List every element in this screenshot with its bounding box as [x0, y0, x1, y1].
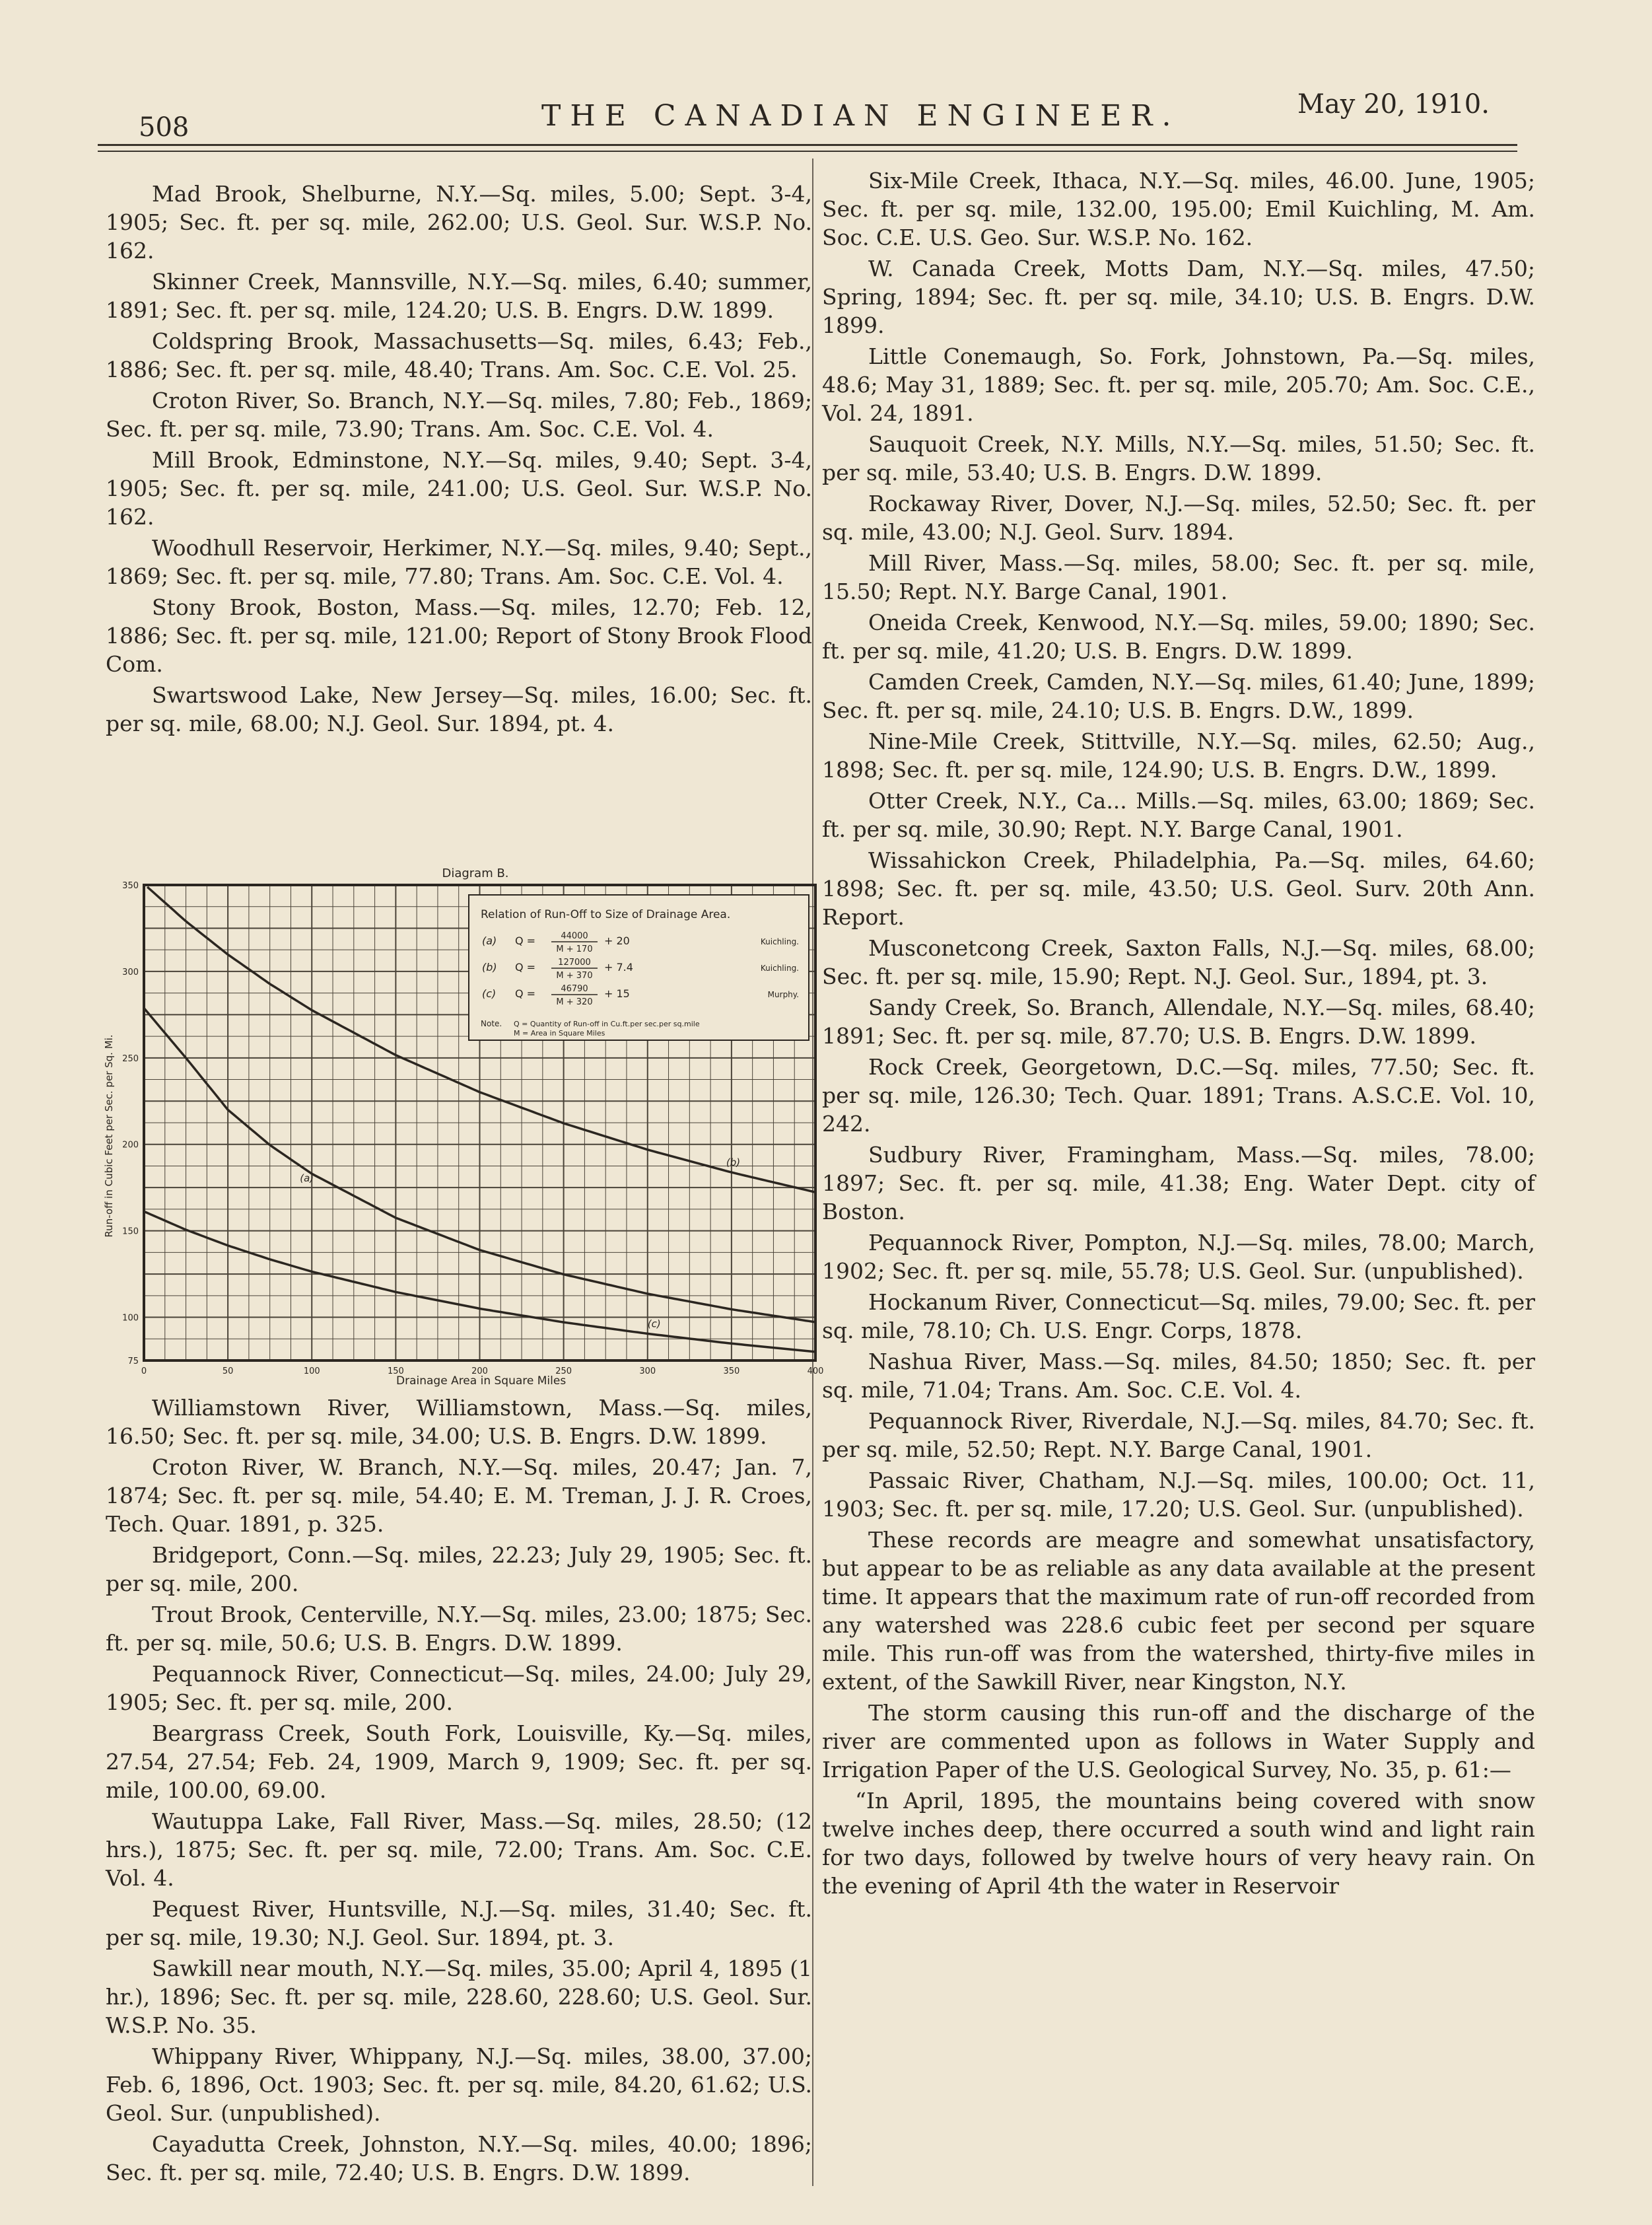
formula-tag: (b) [482, 961, 497, 973]
diagram-b [99, 859, 825, 1388]
journal-title: THE CANADIAN ENGINEER. [541, 99, 1181, 133]
legend-title: Relation of Run-Off to Size of Drainage Area. [481, 908, 731, 921]
formula-constant: + 7.4 [604, 961, 633, 973]
formula-tag: (a) [482, 935, 497, 947]
x-tick-label: 50 [222, 1366, 234, 1376]
record-entry: Skinner Creek, Mannsville, N.Y.—Sq. miles, 6.40; summer, 1891; Sec. ft. per sq. mile, 124.20; U.S. B. Engrs. D.W. 1899. [106, 269, 812, 323]
y-tick-label: 100 [122, 1313, 139, 1324]
usgs-quote: “In April, 1895, the mountains being covered with snow twelve inches deep, there occurred a south wind and light rain for two days, followed by twelve hours of very heavy rain. On the evening of April 4th the water in Reservoir [822, 1788, 1535, 1899]
record-entry: Wautuppa Lake, Fall River, Mass.—Sq. miles, 28.50; (12 hrs.), 1875; Sec. ft. per sq. mile, 72.00; Trans. Am. Soc. C.E. Vol. 4. [106, 1808, 812, 1891]
record-entry: Otter Creek, N.Y., Ca... Mills.—Sq. miles, 63.00; 1869; Sec. ft. per sq. mile, 30.90; Rept. N.Y. Barge Canal, 1901. [822, 788, 1535, 842]
record-entry: Hockanum River, Connecticut—Sq. miles, 79.00; Sec. ft. per sq. mile, 78.10; Ch. U.S. Engr. Corps, 1878. [822, 1289, 1535, 1343]
record-entry: Pequest River, Huntsville, N.J.—Sq. miles, 31.40; Sec. ft. per sq. mile, 19.30; N.J. Geol. Sur. 1894, pt. 3. [106, 1896, 812, 1950]
left-column-bottom [106, 1394, 812, 2189]
record-entry: Mill Brook, Edminstone, N.Y.—Sq. miles, 9.40; Sept. 3-4, 1905; Sec. ft. per sq. mile, 241.00; U.S. Geol. Sur. W.S.P. No. 162. [106, 447, 812, 530]
record-entry: These records are meagre and somewhat unsatisfactory, but appear to be as reliable as any data available at the present time. It appears that the maximum rate of run-off recorded from any watershed was 228.6 cubic feet per second per square mile. This run-off was from the watershed, thirty-five miles in extent, of the Sawkill River, near Kingston, N.Y. [822, 1527, 1535, 1695]
record-entry: Mad Brook, Shelburne, N.Y.—Sq. miles, 5.00; Sept. 3-4, 1905; Sec. ft. per sq. mile, 262.00; U.S. Geol. Sur. W.S.P. No. 162. [106, 181, 812, 264]
formula-lhs: Q = [515, 961, 536, 973]
record-entry: Six-Mile Creek, Ithaca, N.Y.—Sq. miles, 46.00. June, 1905; Sec. ft. per sq. mile, 132.00, 195.00; Emil Kuichling, M. Am. Soc. C.E. U.S. Geo. Sur. W.S.P. No. 162. [822, 168, 1535, 250]
record-entry: Musconetcong Creek, Saxton Falls, N.J.—Sq. miles, 68.00; Sec. ft. per sq. mile, 15.90; Rept. N.J. Geol. Sur., 1894, pt. 3. [822, 935, 1535, 989]
formula-denominator: M + 320 [556, 997, 593, 1007]
y-tick-label: 75 [127, 1357, 139, 1366]
record-entry: Nashua River, Mass.—Sq. miles, 84.50; 1850; Sec. ft. per sq. mile, 71.04; Trans. Am. Soc. C.E. Vol. 4. [822, 1349, 1535, 1403]
y-axis-label: Run-off in Cubic Feet per Sec. per Sq. Mi. [103, 1034, 115, 1238]
record-entry: Williamstown River, Williamstown, Mass.—Sq. miles, 16.50; Sec. ft. per sq. mile, 34.00; U.S. B. Engrs. D.W. 1899. [106, 1395, 812, 1449]
record-entry: Pequannock River, Riverdale, N.J.—Sq. miles, 84.70; Sec. ft. per sq. mile, 52.50; Rept. N.Y. Barge Canal, 1901. [822, 1408, 1535, 1462]
record-entry: Coldspring Brook, Massachusetts—Sq. miles, 6.43; Feb., 1886; Sec. ft. per sq. mile, 48.40; Trans. Am. Soc. C.E. Vol. 25. [106, 328, 812, 382]
record-entry: Stony Brook, Boston, Mass.—Sq. miles, 12.70; Feb. 12, 1886; Sec. ft. per sq. mile, 121.00; Report of Stony Brook Flood Com. [106, 594, 812, 677]
x-tick-label: 200 [471, 1366, 488, 1376]
formula-tag: (c) [482, 987, 497, 1000]
record-entry: Sandy Creek, So. Branch, Allendale, N.Y.—Sq. miles, 68.40; 1891; Sec. ft. per sq. mile, 87.70; U.S. B. Engrs. D.W. 1899. [822, 995, 1535, 1049]
x-tick-label: 0 [141, 1366, 147, 1376]
record-entry: Beargrass Creek, South Fork, Louisville, Ky.—Sq. miles, 27.54, 27.54; Feb. 24, 1909, March 9, 1909; Sec. ft. per sq. mile, 100.00, 69.00. [106, 1720, 812, 1803]
series-label: (b) [726, 1156, 741, 1169]
x-tick-label: 300 [639, 1366, 656, 1376]
formula-numerator: 46790 [561, 984, 588, 994]
formula-numerator: 44000 [561, 931, 588, 941]
runoff-chart [99, 859, 825, 1388]
record-entry: Sudbury River, Framingham, Mass.—Sq. miles, 78.00; 1897; Sec. ft. per sq. mile, 41.38; Eng. Water Dept. city of Boston. [822, 1142, 1535, 1224]
x-tick-label: 100 [303, 1366, 320, 1376]
y-tick-label: 150 [122, 1226, 139, 1237]
y-tick-label: 300 [122, 967, 139, 977]
record-entry: Cayadutta Creek, Johnston, N.Y.—Sq. miles, 40.00; 1896; Sec. ft. per sq. mile, 72.40; U.S. B. Engrs. D.W. 1899. [106, 2131, 812, 2185]
formula-denominator: M + 370 [556, 971, 593, 981]
record-entry: Sawkill near mouth, N.Y.—Sq. miles, 35.00; April 4, 1895 (1 hr.), 1896; Sec. ft. per sq. mile, 228.60, 228.60; U.S. Geol. Sur. W.S.P. No. 35. [106, 1956, 812, 2038]
formula-lhs: Q = [515, 987, 536, 1000]
x-tick-label: 150 [387, 1366, 404, 1376]
formula-constant: + 20 [604, 935, 630, 947]
series-label: (a) [300, 1172, 314, 1185]
header-rule [98, 144, 1517, 146]
note-m: M = Area in Square Miles [514, 1029, 605, 1038]
record-entry: Croton River, So. Branch, N.Y.—Sq. miles, 7.80; Feb., 1869; Sec. ft. per sq. mile, 73.90; Trans. Am. Soc. C.E. Vol. 4. [106, 388, 812, 442]
record-entry: Pequannock River, Connecticut—Sq. miles, 24.00; July 29, 1905; Sec. ft. per sq. mile, 200. [106, 1661, 812, 1715]
record-entry: Little Conemaugh, So. Fork, Johnstown, Pa.—Sq. miles, 48.6; May 31, 1889; Sec. ft. per sq. mile, 205.70; Am. Soc. C.E., Vol. 24, 1891. [822, 343, 1535, 426]
record-entry: Whippany River, Whippany, N.J.—Sq. miles, 38.00, 37.00; Feb. 6, 1896, Oct. 1903; Sec. ft. per sq. mile, 84.20, 61.62; U.S. Geol. Sur. (unpublished). [106, 2043, 812, 2126]
formula-denominator: M + 170 [556, 944, 593, 954]
diagram-label: Diagram B. [442, 866, 509, 880]
record-entry: Oneida Creek, Kenwood, N.Y.—Sq. miles, 59.00; 1890; Sec. ft. per sq. mile, 41.20; U.S. B. Engrs. D.W. 1899. [822, 610, 1535, 664]
issue-date: May 20, 1910. [1297, 89, 1490, 120]
x-tick-label: 250 [555, 1366, 572, 1376]
formula-author: Kuichling. [760, 964, 799, 973]
formula-constant: + 15 [604, 987, 630, 1000]
record-entry: Woodhull Reservoir, Herkimer, N.Y.—Sq. miles, 9.40; Sept., 1869; Sec. ft. per sq. mile, 77.80; Trans. Am. Soc. C.E. Vol. 4. [106, 535, 812, 589]
x-tick-label: 350 [723, 1366, 740, 1376]
record-entry: Trout Brook, Centerville, N.Y.—Sq. miles, 23.00; 1875; Sec. ft. per sq. mile, 50.6; U.S. B. Engrs. D.W. 1899. [106, 1602, 812, 1656]
x-tick-label: 400 [807, 1366, 824, 1376]
record-entry: Swartswood Lake, New Jersey—Sq. miles, 16.00; Sec. ft. per sq. mile, 68.00; N.J. Geol. Sur. 1894, pt. 4. [106, 682, 812, 736]
record-entry: Sauquoit Creek, N.Y. Mills, N.Y.—Sq. miles, 51.50; Sec. ft. per sq. mile, 53.40; U.S. B. Engrs. D.W. 1899. [822, 431, 1535, 485]
record-entry: Pequannock River, Pompton, N.J.—Sq. miles, 78.00; March, 1902; Sec. ft. per sq. mile, 55.78; U.S. Geol. Sur. (unpublished). [822, 1230, 1535, 1284]
record-entry: Mill River, Mass.—Sq. miles, 58.00; Sec. ft. per sq. mile, 15.50; Rept. N.Y. Barge Canal, 1901. [822, 550, 1535, 604]
record-entry: Nine-Mile Creek, Stittville, N.Y.—Sq. miles, 62.50; Aug., 1898; Sec. ft. per sq. mile, 124.90; U.S. B. Engrs. D.W., 1899. [822, 728, 1535, 783]
record-entry: Wissahickon Creek, Philadelphia, Pa.—Sq. miles, 64.60; 1898; Sec. ft. per sq. mile, 43.50; U.S. Geol. Surv. 20th Ann. Report. [822, 847, 1535, 930]
formula-author: Murphy. [767, 990, 799, 999]
record-entry: Camden Creek, Camden, N.Y.—Sq. miles, 61.40; June, 1899; Sec. ft. per sq. mile, 24.10; U.S. B. Engrs. D.W., 1899. [822, 669, 1535, 723]
y-tick-label: 200 [122, 1140, 139, 1150]
x-axis-label: Drainage Area in Square Miles [396, 1374, 567, 1388]
record-entry: Bridgeport, Conn.—Sq. miles, 22.23; July 29, 1905; Sec. ft. per sq. mile, 200. [106, 1542, 812, 1596]
record-entry: Passaic River, Chatham, N.J.—Sq. miles, 100.00; Oct. 11, 1903; Sec. ft. per sq. mile, 17.20; U.S. Geol. Sur. (unpublished). [822, 1467, 1535, 1522]
formula-numerator: 127000 [558, 958, 591, 968]
y-tick-label: 350 [122, 881, 139, 891]
record-entry: The storm causing this run-off and the discharge of the river are commented upon as follows in Water Supply and Irrigation Paper of the U.S. Geological Survey, No. 35, p. 61:— [822, 1700, 1535, 1783]
y-tick-label: 250 [122, 1053, 139, 1064]
left-column-top [106, 180, 812, 740]
formula-lhs: Q = [515, 935, 536, 947]
note-q: Q = Quantity of Run-off in Cu.ft.per sec.per sq.mile [514, 1020, 700, 1028]
header-rule-thin [98, 151, 1517, 152]
page-number: 508 [139, 112, 189, 143]
record-entry: W. Canada Creek, Motts Dam, N.Y.—Sq. miles, 47.50; Spring, 1894; Sec. ft. per sq. mile, 34.10; U.S. B. Engrs. D.W. 1899. [822, 256, 1535, 338]
record-entry: Rockaway River, Dover, N.J.—Sq. miles, 52.50; Sec. ft. per sq. mile, 43.00; N.J. Geol. Surv. 1894. [822, 491, 1535, 545]
record-entry: Rock Creek, Georgetown, D.C.—Sq. miles, 77.50; Sec. ft. per sq. mile, 126.30; Tech. Quar. 1891; Trans. A.S.C.E. Vol. 10, 242. [822, 1054, 1535, 1137]
note-label: Note. [481, 1019, 502, 1028]
right-column [822, 166, 1535, 1903]
record-entry: Croton River, W. Branch, N.Y.—Sq. miles, 20.47; Jan. 7, 1874; Sec. ft. per sq. mile, 54.40; E. M. Treman, J. J. R. Croes, Tech. Quar. 1891, p. 325. [106, 1454, 812, 1537]
series-label: (c) [647, 1318, 661, 1330]
formula-author: Kuichling. [760, 937, 799, 946]
